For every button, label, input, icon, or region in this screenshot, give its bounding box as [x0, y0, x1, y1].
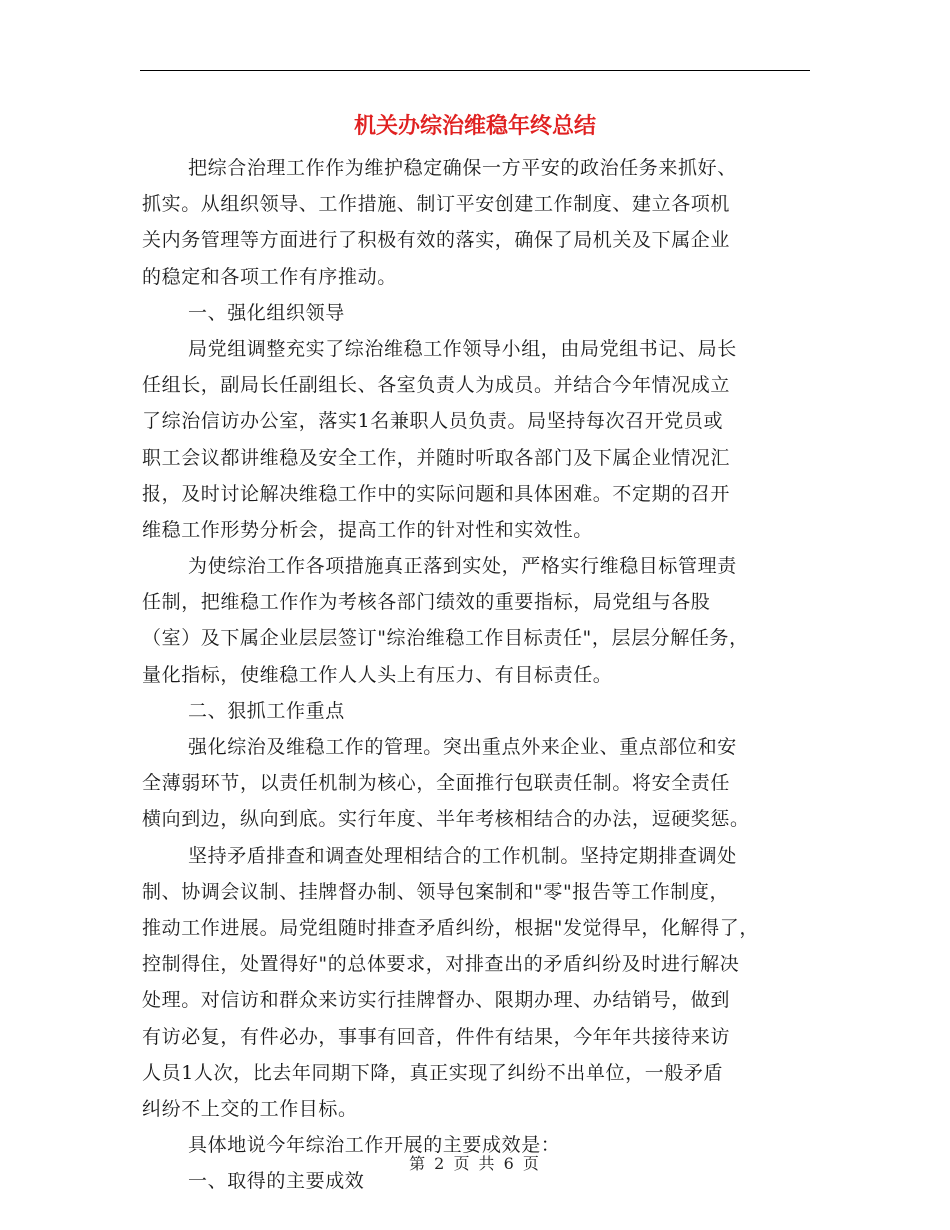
- body-line: 职工会议都讲维稳及安全工作，并随时听取各部门及下属企业情况汇: [142, 446, 731, 469]
- body-line: 全薄弱环节，以责任机制为核心，全面推行包联责任制。将安全责任: [142, 772, 731, 795]
- body-line: 报，及时讨论解决维稳工作中的实际问题和具体困难。不定期的召开: [142, 482, 731, 505]
- body-line: 有访必复，有件必办，事事有回音，件件有结果，今年年共接待来访: [142, 1025, 731, 1048]
- body-line: 任组长，副局长任副组长、各室负责人为成员。并结合今年情况成立: [142, 374, 731, 397]
- body-line: （室）及下属企业层层签订"综治维稳工作目标责任"，层层分解任务，: [142, 627, 749, 650]
- body-line: 二、狠抓工作重点: [188, 699, 345, 722]
- body-line: 强化综治及维稳工作的管理。突出重点外来企业、重点部位和安: [188, 736, 737, 758]
- document-title: 机关办综治维稳年终总结: [353, 114, 596, 139]
- body-line: 人员1人次，比去年同期下降，真正实现了纠纷不出单位，一般矛盾: [142, 1061, 724, 1084]
- body-line: 量化指标，使维稳工作人人头上有压力、有目标责任。: [142, 663, 613, 686]
- body-line: 制、协调会议制、挂牌督办制、领导包案制和"零"报告等工作制度，: [142, 880, 730, 903]
- body-line: 一、强化组织领导: [188, 301, 345, 324]
- header-rule: [140, 70, 810, 71]
- body-line: 维稳工作形势分析会，提高工作的针对性和实效性。: [142, 518, 593, 541]
- body-line: 控制得住，处置得好"的总体要求，对排查出的矛盾纠纷及时进行解决: [142, 953, 740, 976]
- body-line: 纠纷不上交的工作目标。: [142, 1097, 358, 1120]
- body-line: 推动工作进展。局党组随时排查矛盾纠纷，根据"发觉得早，化解得了，: [142, 916, 759, 939]
- body-line: 了综治信访办公室，落实1名兼职人员负责。局坚持每次召开党员或: [142, 410, 724, 433]
- body-line: 处理。对信访和群众来访实行挂牌督办、限期办理、办结销号，做到: [142, 989, 731, 1012]
- body-line: 一、取得的主要成效: [188, 1170, 365, 1193]
- body-line: 具体地说今年综治工作开展的主要成效是：: [188, 1134, 561, 1157]
- body-line: 关内务管理等方面进行了积极有效的落实，确保了局机关及下属企业: [142, 229, 731, 252]
- body-line: 坚持矛盾排查和调查处理相结合的工作机制。坚持定期排查调处: [188, 844, 737, 867]
- body-line: 抓实。从组织领导、工作措施、制订平安创建工作制度、建立各项机: [142, 193, 731, 216]
- page-number-footer: 第 2 页 共 6 页: [409, 1154, 541, 1173]
- body-line: 横向到边，纵向到底。实行年度、半年考核相结合的办法，逗硬奖惩。: [142, 808, 750, 831]
- body-line: 把综合治理工作作为维护稳定确保一方平安的政治任务来抓好、: [188, 157, 737, 179]
- document-body: [142, 150, 810, 1199]
- body-line: 局党组调整充实了综治维稳工作领导小组，由局党组书记、局长: [188, 337, 737, 360]
- body-line: 的稳定和各项工作有序推动。: [142, 265, 397, 288]
- body-line: 为使综治工作各项措施真正落到实处，严格实行维稳目标管理责: [188, 555, 737, 578]
- body-line: 任制，把维稳工作作为考核各部门绩效的重要指标，局党组与各股: [142, 591, 711, 614]
